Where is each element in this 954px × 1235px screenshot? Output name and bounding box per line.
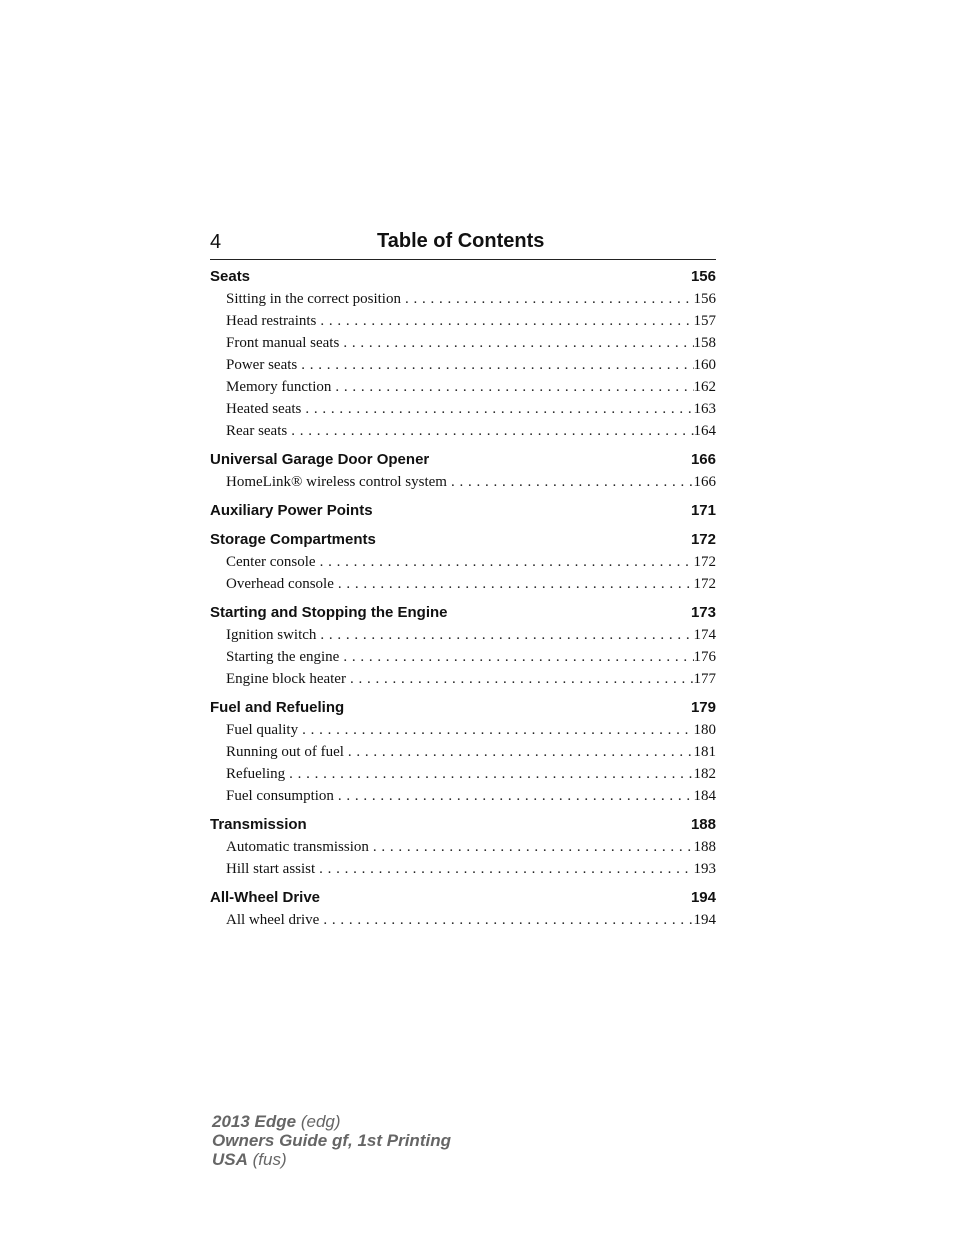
section-heading[interactable] [210, 814, 716, 836]
toc-entry[interactable] [210, 332, 716, 354]
entry-page-number: 158 [693, 335, 716, 351]
dot-leader [339, 332, 693, 354]
section-page-number: 172 [690, 531, 716, 548]
entry-title: Overhead console [226, 576, 334, 592]
dot-leader [316, 624, 693, 646]
toc-entry[interactable] [210, 288, 716, 310]
footer-market-code: (fus) [247, 1150, 287, 1169]
dot-leader [339, 646, 693, 668]
entry-page-number: 174 [693, 627, 716, 643]
footer-model-code: (edg) [296, 1112, 341, 1131]
toc-section [210, 266, 716, 442]
dot-leader [285, 763, 693, 785]
entry-title: Refueling [226, 766, 286, 782]
toc-entry[interactable] [210, 909, 716, 931]
entry-page-number: 172 [693, 554, 716, 570]
entry-title: Front manual seats [226, 335, 340, 351]
entry-page-number: 180 [693, 722, 716, 738]
entry-page-number: 184 [693, 788, 716, 804]
footer-model: 2013 Edge [212, 1112, 297, 1131]
entry-title: Engine block heater [226, 671, 346, 687]
entry-title: Memory function [226, 379, 332, 395]
page-header [210, 229, 716, 260]
entry-page-number: 177 [693, 671, 716, 687]
entry-title: Power seats [226, 357, 298, 373]
page-footer [212, 1112, 451, 1169]
entry-title: All wheel drive [226, 912, 320, 928]
toc-entry[interactable] [210, 763, 716, 785]
page-number: 4 [210, 231, 222, 253]
dot-leader [319, 909, 693, 931]
entry-page-number: 164 [693, 423, 716, 439]
toc-entry[interactable] [210, 719, 716, 741]
toc-entry[interactable] [210, 668, 716, 690]
section-heading[interactable] [210, 529, 716, 551]
dot-leader [297, 354, 693, 376]
toc-entry[interactable] [210, 646, 716, 668]
toc-section [210, 697, 716, 807]
toc-section [210, 602, 716, 690]
table-of-contents [210, 266, 716, 938]
toc-entry[interactable] [210, 624, 716, 646]
entry-page-number: 172 [693, 576, 716, 592]
entry-title: HomeLink® wireless control system [226, 474, 447, 490]
toc-entry[interactable] [210, 398, 716, 420]
entry-page-number: 182 [693, 766, 716, 782]
dot-leader [334, 785, 694, 807]
dot-leader [316, 310, 693, 332]
entry-title: Automatic transmission [226, 839, 369, 855]
dot-leader [344, 741, 694, 763]
toc-section [210, 500, 716, 522]
toc-entry[interactable] [210, 551, 716, 573]
section-heading[interactable] [210, 449, 716, 471]
entry-page-number: 181 [693, 744, 716, 760]
toc-section [210, 814, 716, 880]
entry-title: Center console [226, 554, 316, 570]
entry-page-number: 166 [693, 474, 716, 490]
entry-title: Ignition switch [226, 627, 317, 643]
section-page-number: 194 [690, 889, 716, 906]
dot-leader [369, 836, 694, 858]
entry-title: Starting the engine [226, 649, 340, 665]
toc-entry[interactable] [210, 471, 716, 493]
entry-title: Hill start assist [226, 861, 316, 877]
entry-title: Running out of fuel [226, 744, 344, 760]
section-heading[interactable] [210, 602, 716, 624]
section-title: Auxiliary Power Points [210, 502, 373, 519]
toc-entry[interactable] [210, 836, 716, 858]
dot-leader [316, 551, 694, 573]
dot-leader [315, 858, 693, 880]
toc-section [210, 529, 716, 595]
section-title: Fuel and Refueling [210, 699, 345, 716]
dot-leader [301, 398, 693, 420]
entry-title: Sitting in the correct position [226, 291, 401, 307]
toc-entry[interactable] [210, 858, 716, 880]
footer-guide: Owners Guide gf, 1st Printing [212, 1131, 451, 1150]
toc-entry[interactable] [210, 310, 716, 332]
entry-page-number: 193 [693, 861, 716, 877]
entry-page-number: 176 [693, 649, 716, 665]
page-title: Table of Contents [377, 230, 545, 252]
section-page-number: 156 [690, 268, 716, 285]
toc-entry[interactable] [210, 785, 716, 807]
footer-market: USA [212, 1150, 248, 1169]
entry-title: Rear seats [226, 423, 288, 439]
entry-page-number: 160 [693, 357, 716, 373]
dot-leader [334, 573, 694, 595]
section-heading[interactable] [210, 887, 716, 909]
toc-entry[interactable] [210, 420, 716, 442]
dot-leader [331, 376, 693, 398]
footer-line-2 [212, 1131, 451, 1150]
dot-leader [298, 719, 693, 741]
footer-line-1 [212, 1112, 451, 1131]
toc-section [210, 887, 716, 931]
toc-entry[interactable] [210, 376, 716, 398]
toc-entry[interactable] [210, 354, 716, 376]
entry-title: Fuel quality [226, 722, 299, 738]
entry-page-number: 188 [693, 839, 716, 855]
section-page-number: 166 [690, 451, 716, 468]
toc-entry[interactable] [210, 573, 716, 595]
dot-leader [447, 471, 694, 493]
section-page-number: 173 [690, 604, 716, 621]
section-title: Starting and Stopping the Engine [210, 604, 448, 621]
dot-leader [287, 420, 693, 442]
dot-leader [346, 668, 694, 690]
section-heading[interactable] [210, 266, 716, 288]
entry-title: Head restraints [226, 313, 317, 329]
section-title: Universal Garage Door Opener [210, 451, 430, 468]
entry-page-number: 162 [693, 379, 716, 395]
entry-page-number: 157 [693, 313, 716, 329]
entry-title: Fuel consumption [226, 788, 334, 804]
section-heading[interactable] [210, 500, 716, 522]
footer-line-3 [212, 1150, 451, 1169]
section-title: Seats [210, 268, 251, 285]
dot-leader [401, 288, 694, 310]
toc-entry[interactable] [210, 741, 716, 763]
toc-section [210, 449, 716, 493]
entry-page-number: 194 [693, 912, 716, 928]
section-page-number: 171 [690, 502, 716, 519]
section-title: All-Wheel Drive [210, 889, 321, 906]
section-page-number: 179 [690, 699, 716, 716]
section-title: Transmission [210, 816, 307, 833]
entry-page-number: 156 [693, 291, 716, 307]
entry-page-number: 163 [693, 401, 716, 417]
entry-title: Heated seats [226, 401, 302, 417]
section-title: Storage Compartments [210, 531, 376, 548]
section-heading[interactable] [210, 697, 716, 719]
section-page-number: 188 [690, 816, 716, 833]
